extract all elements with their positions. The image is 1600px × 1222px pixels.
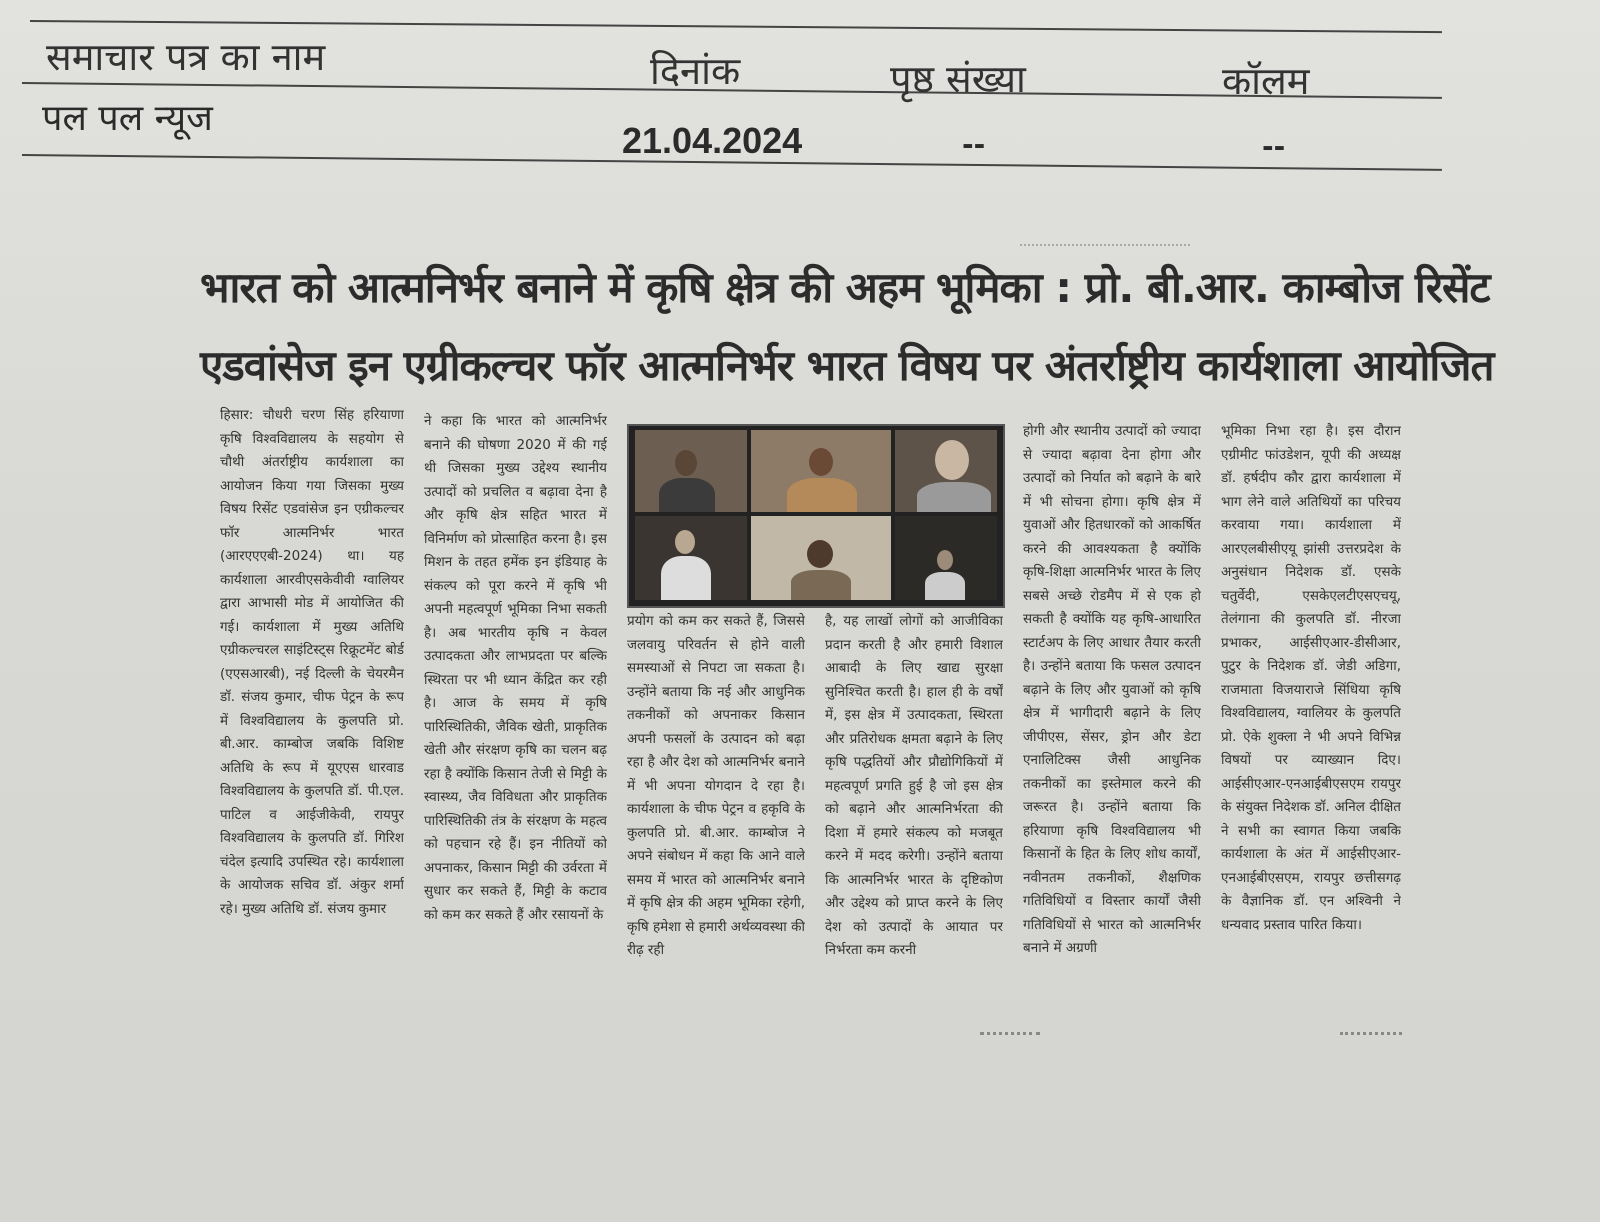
photo-tile-1 <box>635 430 747 512</box>
photo-tile-6 <box>895 516 997 600</box>
article-column-4: है, यह लाखों लोगों को आजीविका प्रदान करती है और हमारी विशाल आबादी के लिए खाद्य सुरक्षा सुनिश्चित करती है। हाल ही के वर्षों में, इस क्षेत्र में उत्पादकता, स्थिरता और प्रतिरोधक क्षमता बढ़ाने के लिए कृषि पद्धतियों और प्रौद्योगिकियों में महत्वपूर्ण प्रगति हुई है जो इस क्षेत्र को बढ़ाने और आत्मनिर्भरता की दिशा में हमारे संकल्प को मजबूत करने में मदद करेगी। उन्होंने बताया कि आत्मनिर्भर भारत के दृष्टिकोण और उद्देश्य को प्राप्त करने के लिए देश को उत्पादों के आयात पर निर्भरता कम करनी <box>825 613 1003 958</box>
article-column-5: होगी और स्थानीय उत्पादों को ज्यादा से ज्यादा बढ़ावा देना होगा और उत्पादों को निर्यात को बढ़ाने के बारे में भी सोचना होगा। कृषि क्षेत्र में युवाओं और हितधारकों को आकर्षित करने की आवश्यकता है क्योंकि कृषि-शिक्षा आत्मनिर्भर भारत के लिए सबसे अच्छे रोडमैप में से एक हो सकती है क्योंकि यह कृषि-आधारित स्टार्टअप के लिए आधार तैयार करती है। उन्होंने बताया कि फसल उत्पादन बढ़ाने के लिए और युवाओं को कृषि क्षेत्र में भागीदारी बढ़ाने के लिए जीपीएस, सेंसर, ड्रोन और डेटा एनालिटिक्स जैसी आधुनिक तकनीकों का इस्तेमाल करने की जरूरत है। उन्होंने बताया कि हरियाणा कृषि विश्वविद्यालय भी किसानों के हित के लिए शोध कार्यों, नवीनतम तकनीकों, शैक्षणिक गतिविधियों व विस्तार कार्यों जैसी गतिविधियों से भारत को आत्मनिर्भर बनाने में अग्रणी <box>1023 423 1201 956</box>
bottom-dots-left <box>980 1032 1040 1035</box>
date-value: 21.04.2024 <box>622 120 803 161</box>
bottom-dots-right <box>1340 1032 1402 1035</box>
column-label: कॉलम <box>1222 59 1310 103</box>
article-column-2: ने कहा कि भारत को आत्मनिर्भर बनाने की घोषणा 2020 में की गई थी जिसका मुख्य उद्देश्य स्थानीय उत्पादों को प्रचलित व बढ़ावा देना है और कृषि क्षेत्र सहित भारत में विनिर्माण को प्रोत्साहित करना है। इस मिशन के तहत हमेंक इन इंडियाह के संकल्प को पूरा करने में कृषि भी अपनी महत्वपूर्ण भूमिका निभा सकती है। अब भारतीय कृषि न केवल उत्पादकता और लाभप्रदता पर बल्कि स्थिरता पर भी ध्यान केंद्रित कर रही है। आज के समय में कृषि पारिस्थितिकी, जैविक खेती, प्राकृतिक खेती और संरक्षण कृषि का चलन बढ़ रहा है क्योंकि किसान तेजी से मिट्टी के स्वास्थ्य, जैव विविधता और प्राकृतिक पारिस्थितिकी तंत्र के संरक्षण के महत्व को पहचान रहे हैं। इन नीतियों को अपनाकर, किसान मिट्टी की उर्वरता में सुधार कर सकते हैं, मिट्टी के कटाव को कम कर सकते हैं और रसायनों के <box>424 413 607 923</box>
article-column-3: प्रयोग को कम कर सकते हैं, जिससे जलवायु परिवर्तन से होने वाली समस्याओं से निपटा जा सकता है। उन्होंने बताया कि नई और आधुनिक तकनीकों को अपनाकर किसान अपनी फसलों के उत्पादन को बढ़ा रहा है और देश को आत्मनिर्भर बनाने में भी अपना योगदान दे रहा है। कार्यशाला के चीफ पेट्रन व हकृवि के कुलपति प्रो. बी.आर. काम्बोज ने अपने संबोधन में कहा कि आने वाले समय में भारत को आत्मनिर्भर बनाने में कृषि क्षेत्र की अहम भूमिका रहेगी, कृषि हमेशा से हमारी अर्थव्यवस्था की रीढ़ रही <box>627 613 805 958</box>
newspaper-name-value: पल पल न्यूज <box>42 98 213 139</box>
article-column-1: हिसार: चौधरी चरण सिंह हरियाणा कृषि विश्वविद्यालय के सहयोग से चौथी अंतर्राष्ट्रीय कार्यशाला का आयोजन किया गया जिसका मुख्य विषय रिसेंट एडवांसेज इन एग्रीकल्चर फॉर आत्मनिर्भर भारत (आरएएएबी-2024) था। यह कार्यशाला आरवीएसकेवीवी ग्वालियर द्वारा आभासी मोड में आयोजित की गई। कार्यशाला में मुख्य अतिथि एग्रीकल्चरल साइंटिस्ट्स रिक्रूटमेंट बोर्ड (एएसआरबी), नई दिल्ली के चेयरमैन डॉ. संजय कुमार, चीफ पेट्रन के रूप में विश्वविद्यालय के कुलपति प्रो. बी.आर. काम्बोज जबकि विशिष्ट अतिथि के रूप में यूएएस धारवाड विश्वविद्यालय के कुलपति डॉ. पी.एल. पाटिल व आईजीकेवी, रायपुर विश्वविद्यालय के कुलपति डॉ. गिरिश चंदेल इत्यादि उपस्थित रहे। कार्यशाला के आयोजक सचिव डॉ. अंकुर शर्मा रहे। मुख्य अतिथि डॉ. संजय कुमार <box>220 407 404 917</box>
photo-tile-2 <box>751 430 891 512</box>
video-conference-photo <box>627 424 1005 608</box>
headline-line-2: एडवांसेज इन एग्रीकल्चर फॉर आत्मनिर्भर भारत विषय पर अंतर्राष्ट्रीय कार्यशाला आयोजित <box>200 341 1494 390</box>
newspaper-name-label: समाचार पत्र का नाम <box>46 35 326 79</box>
column-value: -- <box>1262 130 1286 163</box>
date-label: दिनांक <box>650 49 741 93</box>
headline-line-1: भारत को आत्मनिर्भर बनाने में कृषि क्षेत्र की अहम भूमिका : प्रो. बी.आर. काम्बोज रिसेंट <box>200 263 1490 312</box>
page-number-label: पृष्ठ संख्या <box>890 57 1026 101</box>
faint-print-dots <box>1020 244 1190 246</box>
article-column-6: भूमिका निभा रहा है। इस दौरान एग्रीमीट फांउडेशन, यूपी की अध्यक्ष डॉ. हर्षदीप कौर द्वारा कार्यशाला में भाग लेने वाले अतिथियों का परिचय करवाया गया। कार्यशाला में आरएलबीसीएयू झांसी उत्तरप्रदेश के अनुसंधान निदेशक डॉ. एसके चतुर्वेदी, एसकेएलटीएसएचयू, तेलंगाना की कुलपति डॉ. नीरजा प्रभाकर, आईसीएआर-डीसीआर, पुटुर के निदेशक डॉ. जेडी अडिगा, राजमाता विजयाराजे सिंधिया कृषि विश्वविद्यालय, ग्वालियर के कुलपति प्रो. ऐके शुक्ला ने भी अपने विभिन्न विषयों पर व्याख्यान दिए। आईसीएआर-एनआईबीएसएम रायपुर के संयुक्त निदेशक डॉ. अनिल दीक्षित ने सभी का स्वागत किया जबकि कार्यशाला के अंत में आईसीएआर-एनआईबीएसएम, रायपुर छत्तीसगढ़ के वैज्ञानिक डॉ. एन अश्विनी ने धन्यवाद प्रस्ताव पारित किया। <box>1221 423 1401 933</box>
photo-tile-4 <box>635 516 747 600</box>
photo-tile-5 <box>751 516 891 600</box>
page-number-value: -- <box>962 128 986 161</box>
photo-tile-3 <box>895 430 997 512</box>
